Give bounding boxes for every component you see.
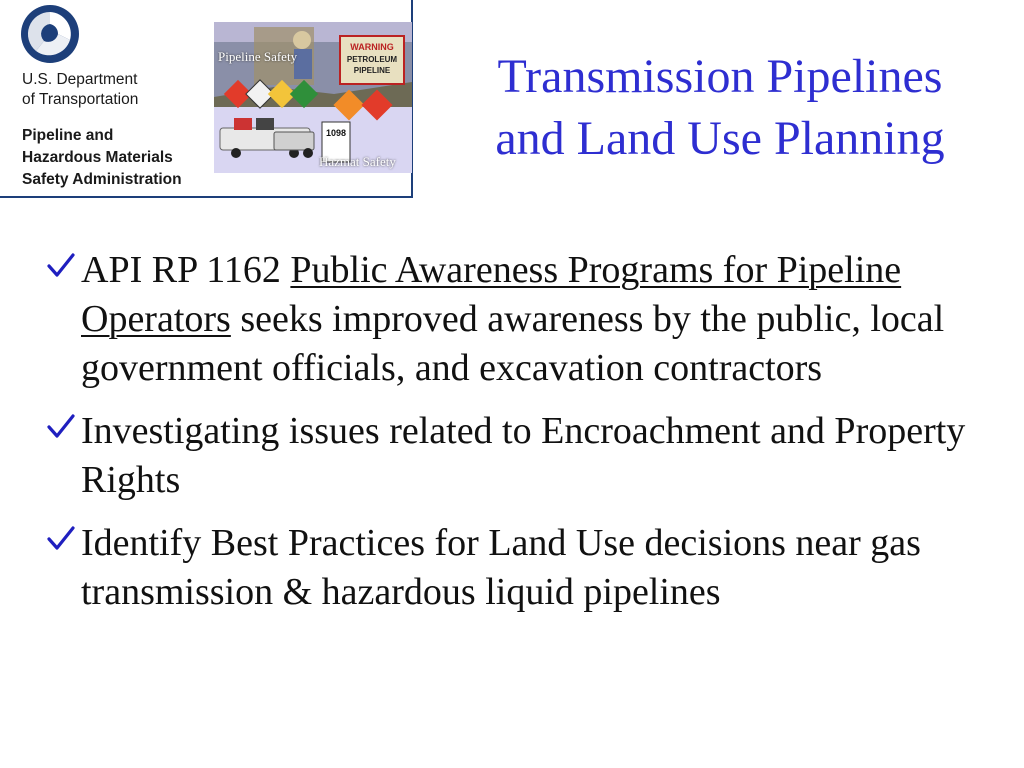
bullet-1-publication-title: Public Awareness Programs for Pipeline Operators (81, 249, 902, 340)
checkmark-icon (46, 411, 76, 441)
dot-logo (20, 4, 80, 64)
safety-banner-image (214, 22, 412, 173)
department-name (22, 70, 202, 110)
banner-label-hazmat-safety: Hazmat Safety (319, 154, 396, 169)
bullet-item-encroachment (40, 407, 1000, 505)
administration-line-2: Hazardous Materials (22, 149, 173, 166)
banner-label-pipeline-safety: Pipeline Safety (218, 49, 298, 64)
administration-name (22, 125, 212, 191)
bullet-list (40, 246, 1000, 631)
bullet-item-api-rp-1162 (40, 246, 1000, 393)
slide-title-line-1: Transmission Pipelines (497, 50, 943, 103)
department-line-1: U.S. Department (22, 71, 138, 88)
bullet-1-suffix: seeks improved awareness by the public, local government officials, and excavation contractors (81, 298, 945, 389)
placard-number: 1098 (325, 128, 347, 138)
warning-sign-text-3: PIPELINE (353, 66, 391, 75)
bullet-2-text: Investigating issues related to Encroachment and Property Rights (81, 410, 966, 501)
checkmark-icon (46, 523, 76, 553)
slide-title-line-2: and Land Use Planning (495, 112, 945, 165)
administration-line-3: Safety Administration (22, 171, 182, 188)
checkmark-icon (46, 250, 76, 280)
administration-line-1: Pipeline and (22, 127, 114, 144)
warning-sign-text-2: PETROLEUM (346, 55, 398, 64)
slide-title (425, 46, 1015, 170)
bullet-1-prefix: API RP 1162 (81, 249, 291, 291)
bullet-3-text: Identify Best Practices for Land Use decisions near gas transmission & hazardous liquid pipelines (81, 522, 921, 613)
header-divider-horizontal (0, 196, 412, 198)
warning-sign-text-1: WARNING (350, 42, 394, 52)
bullet-item-best-practices (40, 519, 1000, 617)
department-line-2: of Transportation (22, 91, 139, 108)
